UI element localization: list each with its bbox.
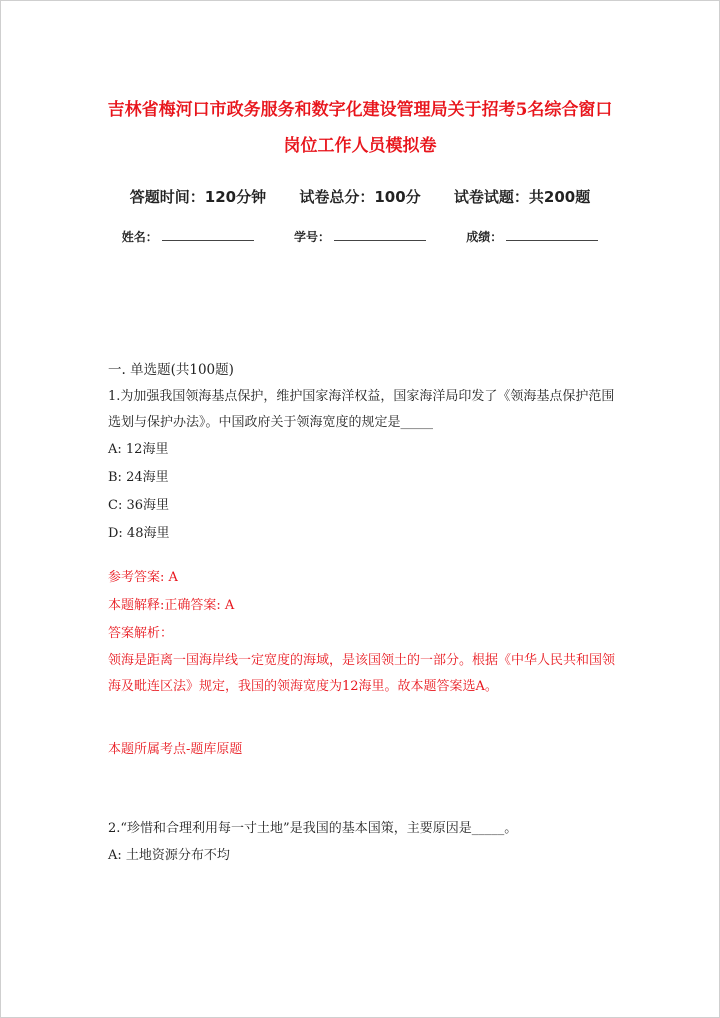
question-1-analysis: 领海是距离一国海岸线一定宽度的海域，是该国领土的一部分。根据《中华人民共和国领海及毗连区法》规定，我国的领海宽度为12海里。故本题答案选A。: [108, 653, 616, 694]
question-1-text: 1.为加强我国领海基点保护，维护国家海洋权益，国家海洋局印发了《领海基点保护范围选划与保护办法》。中国政府关于领海宽度的规定是_____: [108, 389, 615, 430]
score-blank: [506, 228, 598, 241]
score-label: 成绩：: [466, 230, 503, 244]
question-2-option-a: A: 土地资源分布不均: [108, 848, 230, 863]
question-1-option-d: D: 48海里: [108, 526, 170, 541]
exam-meta: [0, 186, 720, 207]
question-1-source: 本题所属考点-题库原题: [108, 742, 243, 757]
score-field: [466, 228, 598, 245]
question-1-option-b: B: 24海里: [108, 470, 169, 485]
question-content: [108, 356, 618, 870]
question-1-reference-answer: 参考答案: A: [108, 570, 178, 585]
question-1-option-c: C: 36海里: [108, 498, 170, 513]
student-fields: [0, 228, 720, 245]
exam-time: 答题时间：120分钟: [129, 188, 267, 206]
question-1-explanation: 本题解释:正确答案: A: [108, 598, 235, 613]
name-label: 姓名：: [121, 230, 158, 244]
name-field: [122, 228, 254, 245]
exam-total-score: 试卷总分：100分: [299, 188, 421, 206]
document-title: 吉林省梅河口市政务服务和数字化建设管理局关于招考5名综合窗口岗位工作人员模拟卷: [107, 100, 613, 156]
student-id-blank: [334, 228, 426, 241]
question-2-text: 2.“珍惜和合理利用每一寸土地”是我国的基本国策，主要原因是_____。: [108, 821, 518, 836]
question-1-analysis-label: 答案解析：: [108, 626, 174, 641]
name-blank: [162, 228, 254, 241]
exam-question-count: 试卷试题：共200题: [453, 188, 591, 206]
question-1-option-a: A: 12海里: [108, 442, 169, 457]
student-id-label: 学号：: [293, 230, 330, 244]
section-title: 一. 单选题(共100题): [108, 362, 234, 378]
student-id-field: [294, 228, 426, 245]
